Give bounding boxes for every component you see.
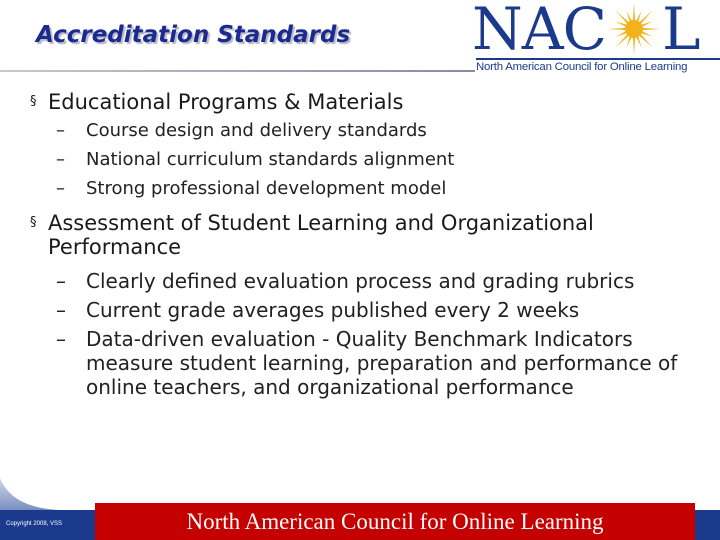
sun-ray [633,37,635,55]
list-item-text: Data-driven evaluation - Quality Benchmark Indicators measure student learning, preparation and performance of online teachers, and organizational performance [86,327,678,399]
sun-ray [641,31,653,37]
list-item-text: Clearly defined evaluation process and grading rubrics [86,269,635,293]
title-divider [0,70,475,72]
sun-ray [636,36,642,48]
list-item-text: Strong professional development model [86,178,447,199]
bullet-heading: Educational Programs & Materials [48,90,404,114]
bullet-marker: § [30,94,37,109]
list-item [56,174,700,203]
list-item-text: Course design and delivery standards [86,120,427,141]
sun-ray [616,31,628,37]
sun-ray [608,28,626,30]
sun-ray [636,11,642,23]
copyright-notice: Copyright 2008, VSS [6,521,63,527]
sun-ray [642,28,660,30]
list-item-text: Current grade averages published every 2 weeks [86,298,580,322]
list-item [56,116,700,145]
sun-ray [626,11,632,23]
bullet-heading-row [30,90,700,114]
sub-list [56,116,700,203]
list-item [56,327,700,399]
footer-text: North American Council for Online Learning [186,509,604,534]
footer-banner [95,503,695,540]
list-item [56,145,700,174]
logo-wordmark [472,0,720,63]
bullet-heading-row [30,211,700,259]
dash-marker: – [56,327,66,351]
dash-marker: – [56,149,65,170]
nacol-logo [472,0,720,78]
bullet-heading: Assessment of Student Learning and Organizational Performance [48,211,594,259]
section-assessment [30,211,700,399]
logo-subtitle: North American Council for Online Learning [476,58,720,74]
slide-title: Accreditation Standards [36,22,351,48]
sub-list [56,269,700,399]
logo-word-right: L [662,0,700,63]
list-item [56,298,700,322]
sun-star-icon [607,2,661,56]
sun-ray [616,21,628,27]
dash-marker: – [56,269,66,293]
sun-ray [641,21,653,27]
dash-marker: – [56,298,66,322]
list-item-text: National curriculum standards alignment [86,149,455,170]
logo-word-left: NAC [472,0,607,63]
dash-marker: – [56,120,65,141]
sun-ray [633,3,635,21]
bullet-marker: § [30,215,37,230]
slide-content [30,90,700,404]
list-item [56,269,700,293]
sun-ray [626,36,632,48]
section-educational-programs [30,90,700,203]
dash-marker: – [56,178,65,199]
